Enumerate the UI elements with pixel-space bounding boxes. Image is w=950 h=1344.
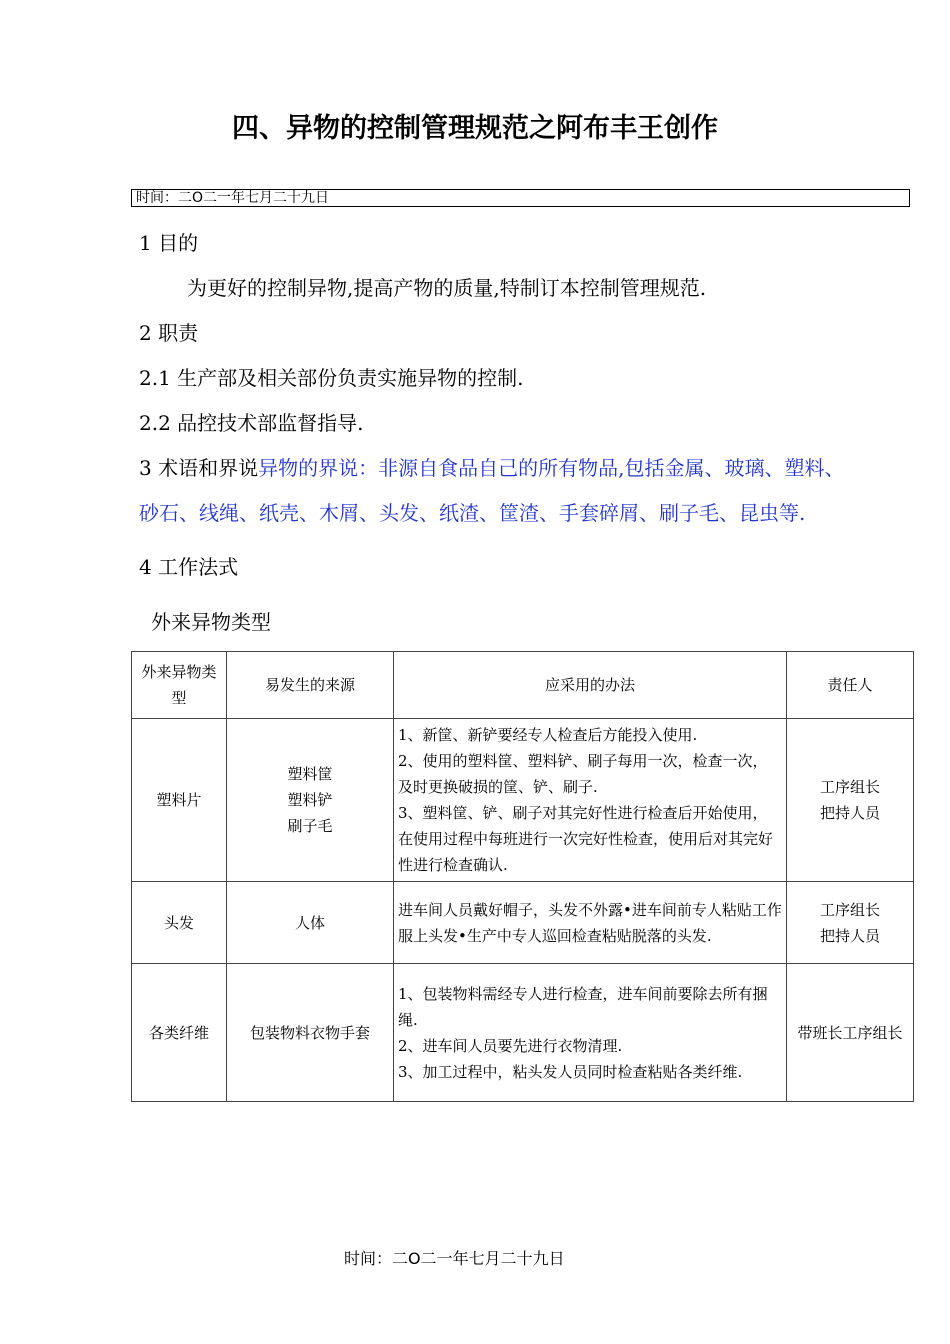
section-1-heading: 1 目的 bbox=[139, 231, 199, 255]
cell-person: 工序组长 把持人员 bbox=[787, 719, 914, 882]
section-3-line-1 bbox=[139, 454, 844, 482]
cell-type: 各类纤维 bbox=[132, 964, 227, 1102]
section-2-2: 2.2 品控技术部监督指导. bbox=[139, 411, 364, 435]
cell-method: 1、包装物料需经专人进行检查，进车间前要除去所有捆绳. 2、进车间人员要先进行衣物清理. 3、加工过程中，粘头发人员同时检查粘贴各类纤维. bbox=[394, 964, 787, 1102]
cell-type: 塑料片 bbox=[132, 719, 227, 882]
section-1-text: 为更好的控制异物,提高产物的质量,特制订本控制管理规范. bbox=[187, 276, 707, 300]
header-type: 外来异物类型 bbox=[132, 652, 227, 719]
cell-person: 带班长工序组长 bbox=[787, 964, 914, 1102]
section-2-heading: 2 职责 bbox=[139, 321, 199, 345]
header-source: 易发生的来源 bbox=[227, 652, 394, 719]
table-row bbox=[132, 964, 914, 1102]
cell-type: 头发 bbox=[132, 882, 227, 964]
time-box: 时间：二O二一年七月二十九日 bbox=[131, 189, 910, 207]
header-person: 责任人 bbox=[787, 652, 914, 719]
section-4-heading: 4 工作法式 bbox=[139, 555, 239, 579]
table-caption: 外来异物类型 bbox=[151, 610, 271, 634]
cell-source: 人体 bbox=[227, 882, 394, 964]
section-3-definition-2: 砂石、线绳、纸壳、木屑、头发、纸渣、筐渣、手套碎屑、刷子毛、昆虫等. bbox=[139, 501, 806, 525]
cell-method: 1、新筐、新铲要经专人检查后方能投入使用. 2、使用的塑料筐、塑料铲、刷子每用一次，检查一次，及时更换破损的筐、铲、刷子. 3、塑料筐、铲、刷子对其完好性进行检查后开始使用，在使用过程中每班进行一次完好性检查，使用后对其完好性进行检查确认. bbox=[394, 719, 787, 882]
cell-source: 包装物料衣物手套 bbox=[227, 964, 394, 1102]
table-row bbox=[132, 719, 914, 882]
footer-time: 时间：二O二一年七月二十九日 bbox=[344, 1249, 565, 1268]
cell-method: 进车间人员戴好帽子，头发不外露•进车间前专人粘贴工作服上头发•生产中专人巡回检查粘贴脱落的头发. bbox=[394, 882, 787, 964]
header-method: 应采用的办法 bbox=[394, 652, 787, 719]
table-row bbox=[132, 882, 914, 964]
foreign-matter-table bbox=[131, 651, 914, 1102]
section-3-heading: 3 术语和界说 bbox=[139, 456, 259, 480]
section-2-1: 2.1 生产部及相关部份负责实施异物的控制. bbox=[139, 366, 524, 390]
document-title: 四、异物的控制管理规范之阿布丰王创作 bbox=[232, 113, 718, 144]
cell-person: 工序组长 把持人员 bbox=[787, 882, 914, 964]
cell-source: 塑料筐 塑料铲 刷子毛 bbox=[227, 719, 394, 882]
section-3-definition-1: 异物的界说：非源自食品自己的所有物品,包括金属、玻璃、塑料、 bbox=[258, 456, 845, 480]
table-header-row bbox=[132, 652, 914, 719]
